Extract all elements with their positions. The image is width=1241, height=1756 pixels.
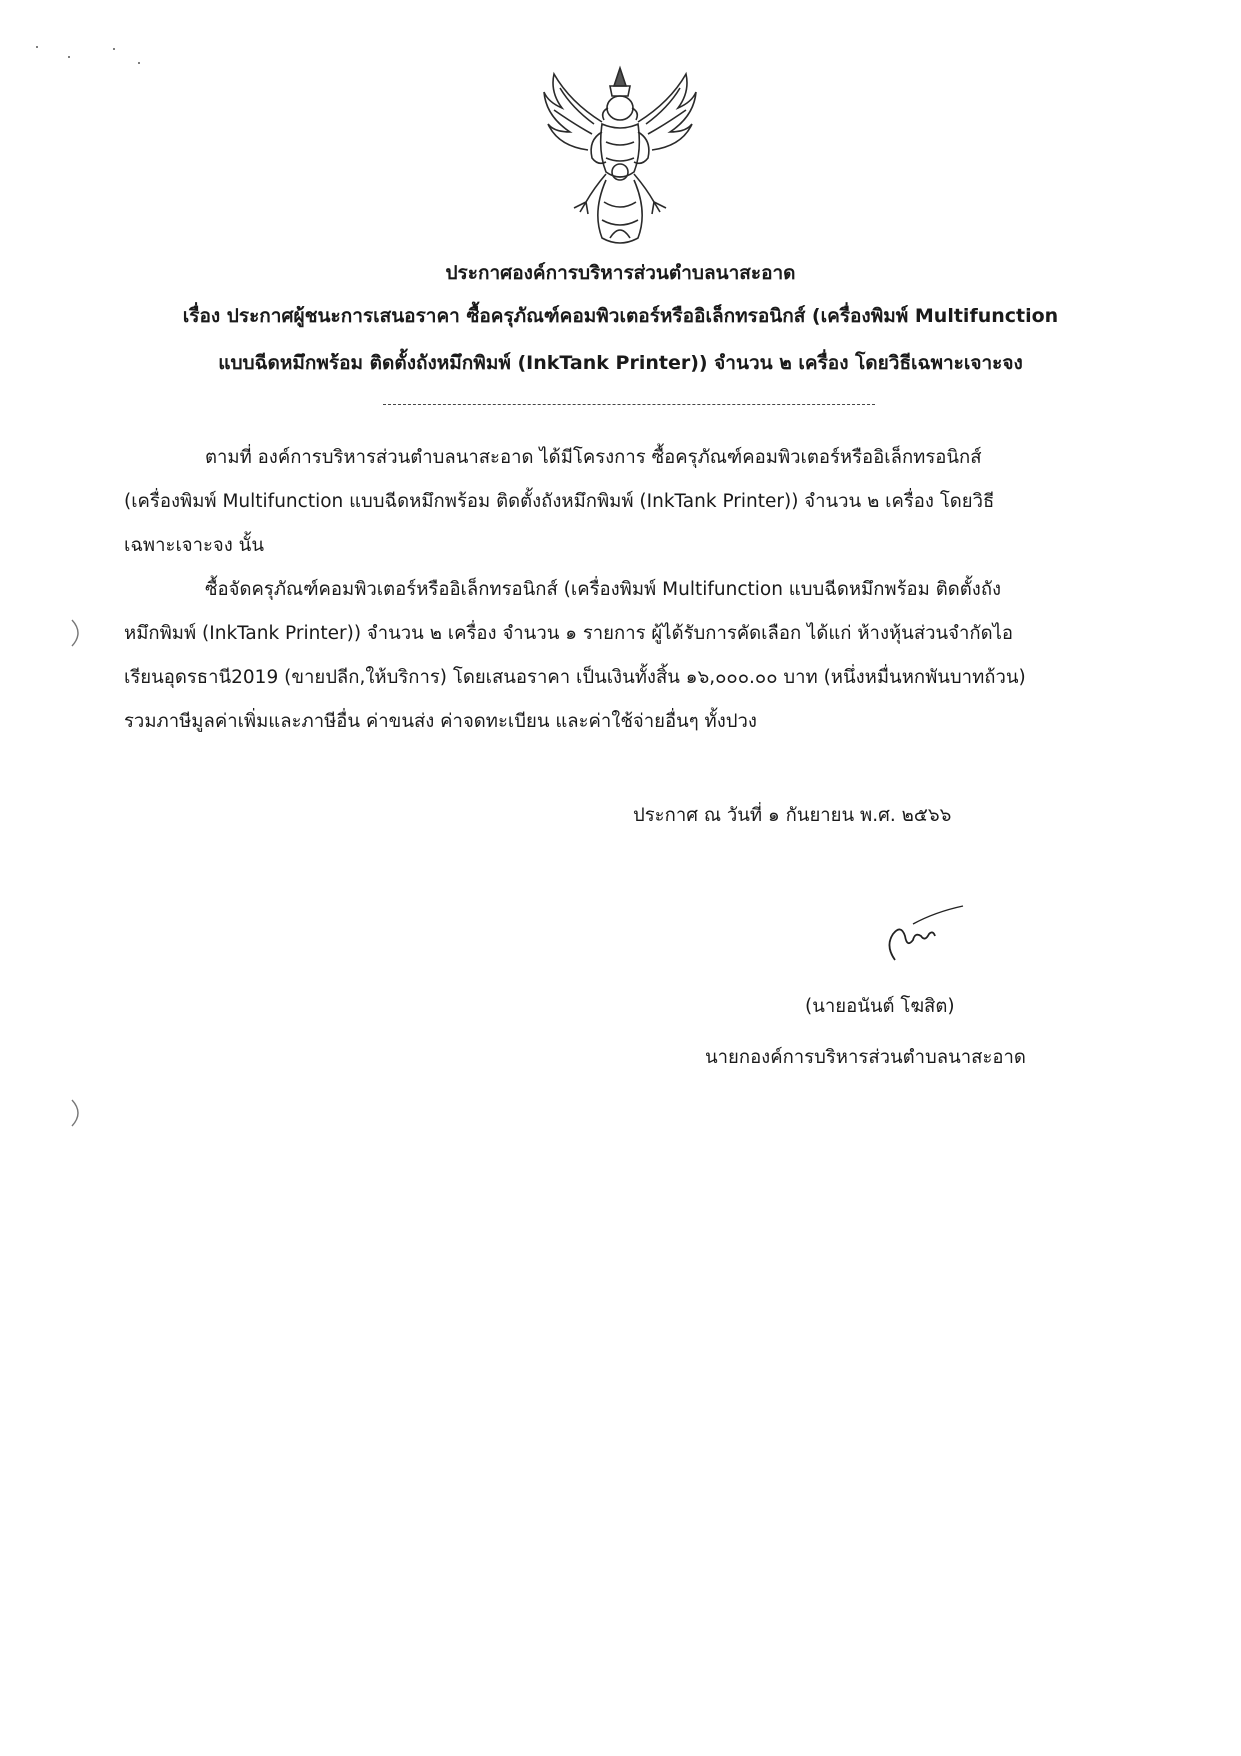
paragraph-2-line-2: หมึกพิมพ์ (InkTank Printer)) จำนวน ๒ เครื่อง จำนวน ๑ รายการ ผู้ได้รับการคัดเลือก ได้แก่ ห้างหุ้นส่วนจำกัดไอ [124,623,1014,644]
garuda-emblem-icon [540,62,700,250]
scan-speck [113,48,115,50]
paragraph-1-line-3: เฉพาะเจาะจง นั้น [124,535,264,556]
paragraph-2-line-1: ซื้อจัดครุภัณฑ์คอมพิวเตอร์หรืออิเล็กทรอนิกส์ (เครื่องพิมพ์ Multifunction แบบฉีดหมึกพร้อม ติดตั้งถัง [205,579,1002,600]
paragraph-2-line-3: เรียนอุดรธานี2019 (ขายปลีก,ให้บริการ) โดยเสนอราคา เป็นเงินทั้งสิ้น ๑๖,๐๐๐.๐๐ บาท (หนึ่งหมื่นหกพันบาทถ้วน) [124,667,1026,688]
scan-speck [68,56,70,58]
punch-hole-mark [70,1098,84,1128]
handwritten-signature-icon [855,900,975,970]
paragraph-2-line-4: รวมภาษีมูลค่าเพิ่มและภาษีอื่น ค่าขนส่ง ค่าจดทะเบียน และค่าใช้จ่ายอื่นๆ ทั้งปวง [124,711,757,732]
punch-hole-mark [70,618,84,648]
paragraph-1-line-1: ตามที่ องค์การบริหารส่วนตำบลนาสะอาด ได้มีโครงการ ซื้อครุภัณฑ์คอมพิวเตอร์หรืออิเล็กทรอนิกส์ [205,447,982,468]
signatory-name: (นายอนันต์ โฆสิต) [805,996,955,1017]
signatory-position: นายกองค์การบริหารส่วนตำบลนาสะอาด [705,1047,1026,1068]
organization-title: ประกาศองค์การบริหารส่วนตำบลนาสะอาด [445,262,796,284]
paragraph-1-line-2: (เครื่องพิมพ์ Multifunction แบบฉีดหมึกพร้อม ติดตั้งถังหมึกพิมพ์ (InkTank Printer)) จำนวน ๒ เครื่อง โดยวิธี [124,491,995,512]
separator-rule [383,404,875,405]
subject-line-2: แบบฉีดหมึกพร้อม ติดตั้งถังหมึกพิมพ์ (InkTank Printer)) จำนวน ๒ เครื่อง โดยวิธีเฉพาะเจาะจง [218,352,1023,374]
announcement-date: ประกาศ ณ วันที่ ๑ กันยายน พ.ศ. ๒๕๖๖ [633,805,952,826]
scan-speck [138,62,140,64]
scan-speck [36,46,38,48]
subject-line-1: เรื่อง ประกาศผู้ชนะการเสนอราคา ซื้อครุภัณฑ์คอมพิวเตอร์หรืออิเล็กทรอนิกส์ (เครื่องพิมพ์ Multifunction [182,305,1059,327]
